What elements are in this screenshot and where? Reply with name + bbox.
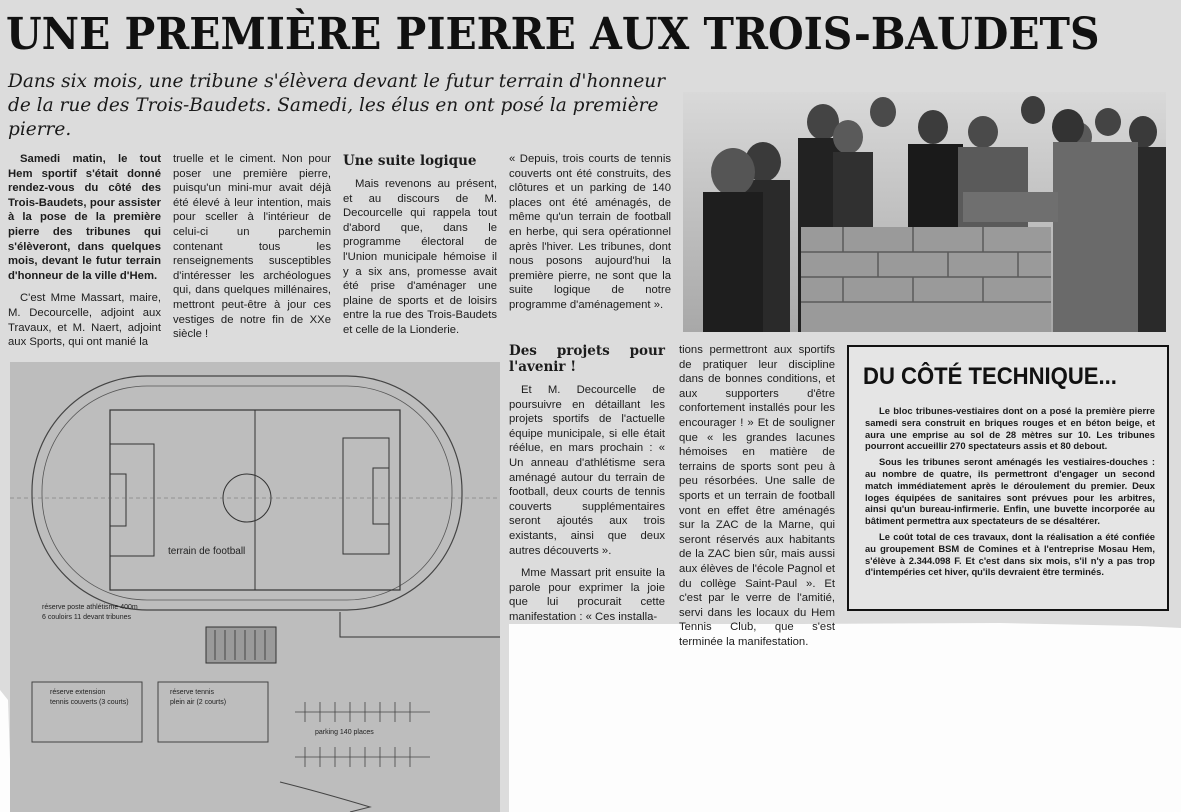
column-1-paragraph: C'est Mme Massart, maire, M. Decourcelle, adjoint aux Travaux, et M. Naert, adjoint aux Sports, qui ont manié la	[8, 292, 161, 349]
headline: UNE PREMIÈRE PIERRE AUX TROIS-BAUDETS	[6, 9, 1100, 60]
stadium-plan	[10, 362, 500, 812]
column-4	[509, 152, 671, 321]
technical-paragraph-3: Le coût total de ces travaux, dont la réalisation a été confiée au groupement BSM de Comines et à l'entreprise Mosau Hem, s'élève à 2.344.098 F. Et c'est dans six mois, s'il n'y a pas trop d'intempéries cet hiver, qu'ils devraient être terminés.	[865, 530, 1155, 578]
plan-label-football-field: terrain de football	[168, 546, 246, 557]
technical-paragraph-2: Sous les tribunes seront aménagés les vestiaires-douches : au nombre de quatre, ils permettront d'engager un second match immédiatement après le déroulement du premier. Deux loges équipées de sanitaires sont prévues pour les arbitres, ainsi qu'un bureau-infirmerie. Enfin, une buvette incorporée au bâtiment permettra aux spectateurs de se désaltérer.	[865, 456, 1155, 527]
column-3-paragraph: Mais revenons au présent, et au discours de M. Decourcelle qui rappela tout d'abord que, dans le programme électoral de l'Union municipale hémoise il y a six ans, promesse avait été prise d'aménager une plaine de sports et de loisirs entre la rue des Trois-Baudets et celle de la Lionderie.	[343, 178, 497, 336]
plan-label-tennis-reserve: réserve tennis	[170, 689, 214, 696]
column-4b	[679, 343, 835, 657]
ceremony-photo-drawing	[683, 92, 1166, 332]
column-2-paragraph: truelle et le ciment. Non pour poser une première pierre, puisqu'un mini-mur avait déjà été élevé à leur intention, mais pour sceller à l'intérieur de celui-ci un parchemin contenant tous les renseignements susceptibles d'intéresser les archéologues qui, dans quelques millénaires, mettront peut-être à jour ces vestiges de notre fin de XXe siècle !	[173, 153, 331, 341]
plan-label-extension-reserve: réserve extension	[50, 689, 106, 696]
technical-paragraph-1: Le bloc tribunes-vestiaires dont on a posé la première pierre samedi sera construit en briques rouges et en béton beige, et aura une emprise au sol de 28 mètres sur 10. Les tribunes pourront accueillir 270 spectateurs assis et 80 debout.	[865, 405, 1155, 452]
technical-box	[847, 345, 1169, 611]
stadium-plan-drawing	[10, 362, 500, 812]
column-3b-paragraph-1: Et M. Decourcelle de poursuivre en détaillant les projets sportifs de l'actuelle équipe municipale, si elle était réélue, en mars prochain : « Un anneau d'athlétisme sera aménagé autour du terrain de football, deux courts de tennis couverts supplémentaires seront ajoutés aux trois existants, ainsi que deux autres découverts ».	[509, 384, 665, 557]
column-4-paragraph: « Depuis, trois courts de tennis couverts ont été construits, des clôtures et un parking de 140 places ont été aménagés, de même qu'un terrain de football en herbe, qui sera opérationnel après l'hiver. Les tribunes, dont nous posons aujourd'hui la première pierre, ne sont que la suite logique de notre programme d'aménagement ».	[509, 153, 671, 311]
column-4b-paragraph: tions permettront aux sportifs de pratiquer leur discipline dans de bonnes conditions, et aux supporters d'être confortement installés pour les encourager ! » Et de souligner que « les grandes lacunes hémoises en matière de terrains de sports sont peu à peu résorbées. Une salle de sports et un terrain de football vont en effet être aménagés sur la ZAC de la Marne, qui seront réservés aux habitants de la ZAC bien sûr, mais aussi aux élèves de l'école Pagnol et du collège Saint-Paul ». Et c'est par le verre de l'amitié, servi dans les locaux du Hem Tennis Club, que s'est terminée la manifestation.	[679, 344, 835, 648]
column-1	[8, 152, 161, 358]
subheading-suite-logique: Une suite logique	[343, 153, 477, 169]
column-3b	[509, 343, 665, 633]
technical-box-title: DU CÔTÉ TECHNIQUE...	[863, 363, 1117, 390]
column-3b-paragraph-2: Mme Massart prit ensuite la parole pour exprimer la joie que lui procurait cette manifestation : « Ces installa-	[509, 567, 665, 623]
lede: Dans six mois, une tribune s'élèvera devant le futur terrain d'honneur de la rue des Trois-Baudets. Samedi, les élus en ont posé la première pierre.	[8, 71, 666, 140]
column-2	[173, 152, 331, 350]
column-3	[343, 153, 497, 346]
subheading-projets-avenir: Des projets pour l'avenir !	[509, 343, 665, 375]
ceremony-photo	[683, 92, 1166, 332]
plan-label-outdoor-tennis: plein air (2 courts)	[170, 699, 227, 706]
plan-label-lanes: 6 couloirs 11 devant tribunes	[42, 614, 131, 621]
plan-label-covered-tennis: tennis couverts (3 courts)	[50, 699, 129, 706]
column-1-lead: Samedi matin, le tout Hem sportif s'était donné rendez-vous du côté des Trois-Baudets, pour assister à la pose de la première pierre des tribunes qui s'élèveront, dans quelques mois, devant le futur terrain d'honneur de la ville d'Hem.	[8, 153, 161, 282]
plan-label-parking: parking 140 places	[315, 729, 374, 736]
plan-label-athletics-reserve: réserve poste athlétisme 400m	[42, 604, 138, 611]
technical-box-body	[865, 405, 1155, 582]
